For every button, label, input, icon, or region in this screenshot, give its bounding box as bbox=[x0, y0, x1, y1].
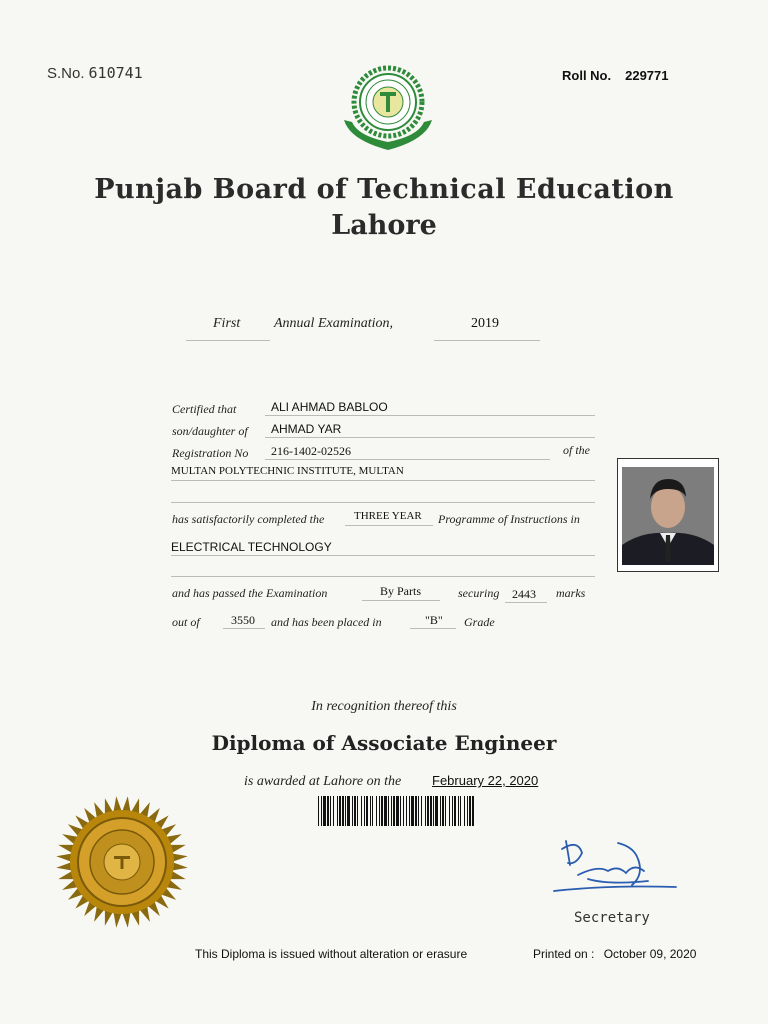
registration-underline bbox=[265, 459, 550, 460]
recognition-text: In recognition thereof this bbox=[311, 699, 457, 714]
exam-session: First bbox=[213, 316, 241, 331]
out-of-label: out of bbox=[172, 615, 200, 629]
of-the-label: of the bbox=[563, 443, 590, 457]
certified-label: Certified that bbox=[172, 402, 237, 416]
barcode bbox=[318, 796, 474, 826]
duration-underline bbox=[345, 525, 433, 526]
printed-on bbox=[533, 947, 696, 961]
secretary-label: Secretary bbox=[574, 910, 650, 926]
secretary-signature bbox=[548, 835, 678, 910]
serial-number bbox=[47, 64, 143, 82]
blank-underline-2 bbox=[171, 576, 595, 577]
marks-label: marks bbox=[556, 586, 586, 600]
printed-date: October 09, 2020 bbox=[603, 947, 697, 961]
printed-label: Printed on : bbox=[533, 947, 595, 961]
programme-duration: THREE YEAR bbox=[354, 510, 422, 522]
award-date: February 22, 2020 bbox=[432, 773, 539, 788]
exam-year: 2019 bbox=[471, 316, 499, 331]
parent-underline bbox=[265, 437, 595, 438]
exam-type: Annual Examination, bbox=[274, 316, 393, 331]
roll-number bbox=[562, 68, 669, 83]
blank-underline-1 bbox=[171, 502, 595, 503]
awarded-label: is awarded at Lahore on the bbox=[244, 774, 402, 789]
roll-number-value: 229771 bbox=[625, 68, 669, 83]
candidate-name: ALI AHMAD BABLOO bbox=[271, 400, 388, 414]
marks-obtained: 2443 bbox=[512, 587, 536, 601]
total-underline bbox=[223, 628, 265, 629]
completed-label: has satisfactorily completed the bbox=[172, 512, 325, 526]
pbte-emblem-icon bbox=[338, 62, 438, 154]
gold-seal-icon bbox=[47, 795, 197, 930]
parent-name: AHMAD YAR bbox=[271, 422, 342, 436]
registration-label: Registration No bbox=[172, 446, 249, 460]
marks-underline bbox=[505, 602, 547, 603]
institute-name: MULTAN POLYTECHNIC INSTITUTE, MULTAN bbox=[171, 465, 404, 477]
grade-underline bbox=[410, 628, 456, 629]
mode-underline bbox=[362, 600, 440, 601]
registration-number: 216-1402-02526 bbox=[271, 444, 351, 458]
name-underline bbox=[265, 415, 595, 416]
candidate-photo bbox=[617, 458, 719, 572]
discipline: ELECTRICAL TECHNOLOGY bbox=[171, 540, 332, 554]
discipline-underline bbox=[171, 555, 595, 556]
board-name: Punjab Board of Technical Education bbox=[94, 174, 674, 205]
portrait-icon bbox=[622, 467, 714, 565]
session-underline bbox=[186, 340, 270, 341]
roll-number-label: Roll No. bbox=[562, 68, 612, 83]
grade-value: "B" bbox=[425, 613, 443, 627]
board-city: Lahore bbox=[331, 210, 437, 241]
diploma-notice: This Diploma is issued without alteration or erasure bbox=[195, 947, 468, 961]
parent-label: son/daughter of bbox=[172, 424, 248, 438]
securing-label: securing bbox=[458, 586, 500, 600]
diploma-title: Diploma of Associate Engineer bbox=[211, 731, 557, 755]
serial-number-value: 610741 bbox=[88, 64, 143, 82]
institute-underline bbox=[171, 480, 595, 481]
grade-label: Grade bbox=[464, 615, 495, 629]
placed-label: and has been placed in bbox=[271, 615, 382, 629]
exam-mode: By Parts bbox=[380, 584, 422, 598]
total-marks: 3550 bbox=[231, 613, 255, 627]
serial-number-label: S.No. bbox=[47, 65, 85, 82]
programme-label: Programme of Instructions in bbox=[438, 512, 580, 526]
year-underline bbox=[434, 340, 540, 341]
passed-label: and has passed the Examination bbox=[172, 586, 328, 600]
